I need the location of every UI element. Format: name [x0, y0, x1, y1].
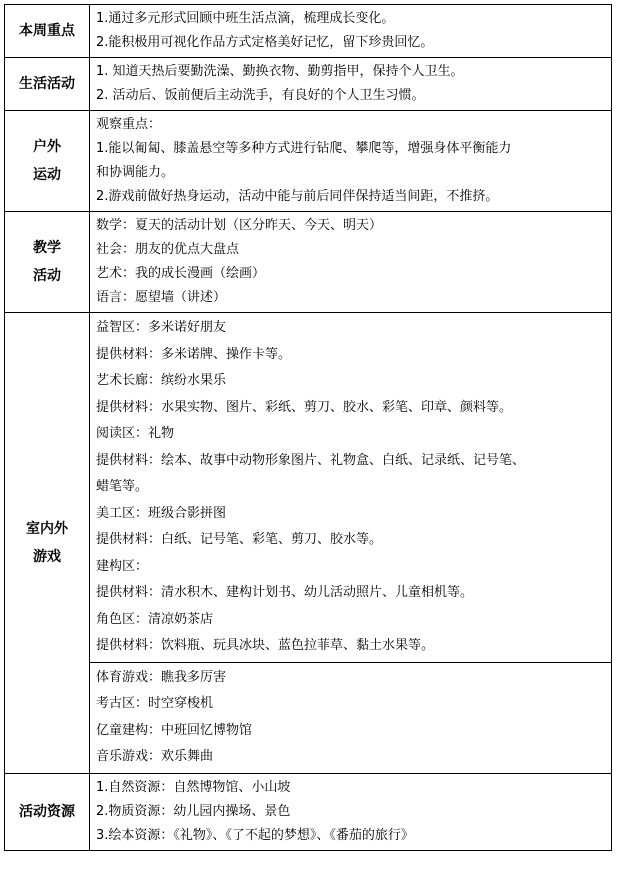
label-activity-resources: [5, 773, 90, 850]
content-line: 1. 知道天热后要勤洗澡、勤换衣物、勤剪指甲，保持个人卫生。: [96, 64, 464, 79]
content-line: 提供材料：水果实物、图片、彩纸、剪刀、胶水、彩笔、印章、颜料等。: [96, 399, 513, 415]
content-line: 美工区：班级合影拼图: [96, 505, 227, 521]
row-label: 活动: [33, 268, 61, 284]
content-line: 数学：夏天的活动计划（区分昨天、今天、明天）: [96, 218, 383, 233]
content-line: 语言：愿望墙（讲述）: [96, 290, 227, 305]
row-activity-resources: [5, 773, 612, 850]
content-line: 2.物质资源：幼儿园内操场、景色: [96, 803, 291, 819]
content-line: 2.能积极用可视化作品方式定格美好记忆，留下珍贵回忆。: [96, 35, 434, 50]
content-line: 提供材料：白纸、记号笔、彩笔、剪刀、胶水等。: [96, 532, 383, 547]
row-label: 户外: [33, 139, 61, 155]
row-teaching-activities: [5, 212, 612, 313]
label-outdoor-exercise: [5, 111, 90, 212]
row-label: 教学: [33, 240, 61, 256]
label-teaching-activities: [5, 212, 90, 313]
content-line: 体育游戏：瞧我多厉害: [96, 669, 227, 685]
row-outdoor-exercise: [5, 111, 612, 212]
row-label: 运动: [33, 167, 61, 183]
content-line: 1.能以匍匐、膝盖悬空等多种方式进行钻爬、攀爬等，增强身体平衡能力: [96, 141, 512, 156]
content-line: 2. 活动后、饭前便后主动洗手，有良好的个人卫生习惯。: [96, 88, 425, 103]
row-life-activities: [5, 58, 612, 111]
row-games-a: [5, 313, 612, 663]
label-life-activities: [5, 58, 90, 111]
row-weekly-focus: [5, 5, 612, 58]
content-line: 角色区：清凉奶茶店: [96, 611, 214, 627]
content-line: 音乐游戏：欢乐舞曲: [96, 749, 214, 764]
row-label: 活动资源: [19, 803, 75, 820]
content-life-activities: [90, 58, 612, 111]
content-line: 和协调能力。: [96, 165, 175, 180]
row-label: 生活活动: [19, 76, 75, 92]
content-line: 提供材料：饮料瓶、玩具冰块、蓝色拉菲草、黏土水果等。: [96, 638, 435, 653]
content-line: 蜡笔等。: [96, 479, 149, 494]
content-line: 2.游戏前做好热身运动，活动中能与前后同伴保持适当间距，不推挤。: [96, 189, 499, 204]
content-outdoor-exercise: [90, 111, 612, 212]
content-line: 社会：朋友的优点大盘点: [96, 242, 240, 257]
content-line: 提供材料：绘本、故事中动物形象图片、礼物盒、白纸、记录纸、记号笔、: [96, 452, 526, 468]
weekly-plan-table: [4, 4, 612, 851]
content-line: 1.自然资源：自然博物馆、小山坡: [96, 779, 291, 795]
content-weekly-focus: [90, 5, 612, 58]
content-line: 艺术长廊：缤纷水果乐: [96, 373, 227, 388]
content-line: 阅读区：礼物: [96, 426, 175, 441]
content-line: 建构区：: [96, 558, 149, 574]
content-games-outdoor: [90, 662, 612, 773]
label-indoor-outdoor-games: [5, 313, 90, 774]
label-weekly-focus: [5, 5, 90, 58]
content-line: 益智区：多米诺好朋友: [96, 320, 227, 335]
content-line: 3.绘本资源：《礼物》、《了不起的梦想》、《番茄的旅行》: [96, 827, 414, 843]
content-activity-resources: [90, 773, 612, 850]
content-line: 考古区：时空穿梭机: [96, 696, 214, 711]
content-teaching-activities: [90, 212, 612, 313]
row-label: 本周重点: [19, 23, 75, 39]
row-label: 游戏: [33, 548, 61, 565]
content-games-areas: [90, 313, 612, 663]
content-line: 1.通过多元形式回顾中班生活点滴，梳理成长变化。: [96, 11, 395, 26]
content-line: 亿童建构：中班回忆博物馆: [96, 722, 253, 738]
row-games-b: [5, 662, 612, 773]
content-line: 艺术：我的成长漫画（绘画）: [96, 266, 266, 281]
content-line: 观察重点：: [96, 117, 162, 132]
content-line: 提供材料：清水积木、建构计划书、幼儿活动照片、儿童相机等。: [96, 585, 474, 600]
content-line: 提供材料：多米诺牌、操作卡等。: [96, 346, 292, 362]
row-label: 室内外: [26, 520, 68, 537]
